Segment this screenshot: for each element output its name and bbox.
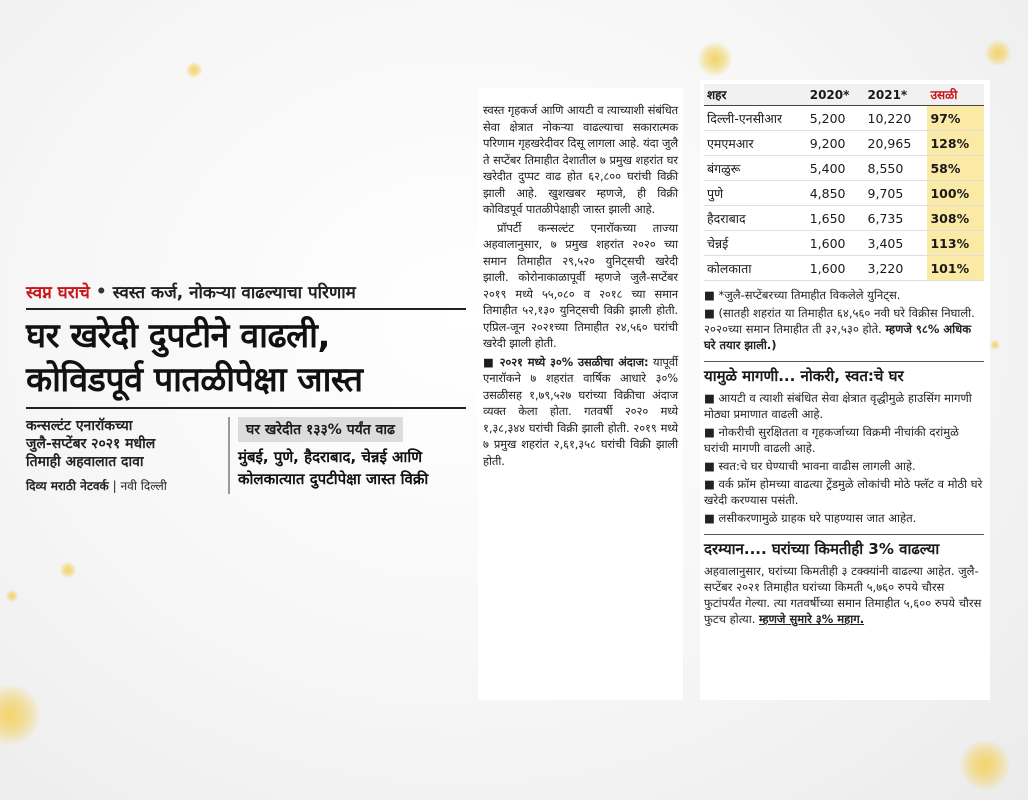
list-item: ■ लसीकरणामुळे ग्राहक घरे पाहण्यास जात आहेत.: [704, 511, 917, 525]
gold-sparkle: [186, 62, 202, 78]
byline: [26, 417, 230, 494]
table-cell-city: चेन्नई: [704, 231, 807, 256]
table-row: [704, 231, 984, 256]
gold-sparkle: [6, 590, 18, 602]
city-sales-table: [704, 84, 984, 281]
demand-bullets: [704, 390, 984, 526]
table-cell-2020: 9,200: [807, 131, 865, 156]
table-row: [704, 131, 984, 156]
table-cell-growth: 97%: [927, 106, 984, 131]
table-cell-2020: 4,850: [807, 181, 865, 206]
prices-text: अहवालानुसार, घरांच्या किमतीही ३ टक्क्यांनी वाढल्या आहेत. जुलै-सप्टेंबर २०२१ तिमाहीत घरांच्या किमती ५,७६० रुपये चौरस फुटांपर्यंत गेल्या. त्या गतवर्षीच्या समान तिमाहीत ५,६०० रुपये चौरस फुटच होत्या.: [704, 564, 982, 626]
table-cell-2020: 1,600: [807, 231, 865, 256]
table-cell-growth: 101%: [927, 256, 984, 281]
byline-line-3: तिमाही अहवालात दावा: [26, 454, 144, 470]
table-cell-growth: 58%: [927, 156, 984, 181]
table-cell-2020: 1,650: [807, 206, 865, 231]
divider: [26, 308, 466, 310]
table-cell-city: बंगळुरू: [704, 156, 807, 181]
table-cell-2021: 8,550: [865, 156, 928, 181]
table-cell-growth: 308%: [927, 206, 984, 231]
table-header-2021: 2021*: [865, 84, 928, 106]
subdeck-line-1: मुंबई, पुणे, हैदराबाद, चेन्नई आणि: [238, 448, 423, 466]
table-cell-2021: 9,705: [865, 181, 928, 206]
gold-sparkle: [985, 40, 1011, 66]
article-paragraph-3-text: यापूर्वी एनारॉकने ७ शहरांत वार्षिक आधारे ३०% उसळीसह १,७९,५२७ घरांच्या विक्रीचा अंदाज व्यक्त केला होता. गतवर्षी २०२० मध्ये १,३८,३४४ घरांची विक्री झाली होती. २०१९ मध्ये ७ प्रमुख शहरांत २,६१,३५८ घरांची विक्री झाली होती.: [483, 354, 678, 468]
table-row: [704, 106, 984, 131]
article-paragraph-3: [483, 354, 678, 470]
table-cell-city: पुणे: [704, 181, 807, 206]
kicker: [26, 280, 466, 303]
article-column: [478, 88, 683, 700]
kicker-text: स्वस्त कर्ज, नोकऱ्या वाढल्याचा परिणाम: [112, 283, 356, 303]
prices-heading: दरम्यान.... घरांच्या किमतीही 3% वाढल्या: [704, 534, 984, 559]
table-cell-growth: 113%: [927, 231, 984, 256]
table-cell-2021: 6,735: [865, 206, 928, 231]
table-cell-2020: 5,200: [807, 106, 865, 131]
source-line: [26, 477, 222, 494]
headline-line-1: घर खरेदी दुपटीने वाढली,: [26, 316, 330, 356]
list-item: ■ नोकरीची सुरक्षितता व गृहकर्जाच्या विक्रमी नीचांकी दरांमुळे घरांची मागणी वाढली आहे.: [704, 425, 959, 455]
sidebar-column: [700, 80, 990, 700]
list-item: ■ आयटी व त्याशी संबंधित सेवा क्षेत्रात वृद्धीमुळे हाउसिंग मागणी मोठ्या प्रमाणात वाढली आहे.: [704, 391, 972, 421]
table-cell-2020: 1,600: [807, 256, 865, 281]
article-paragraph-3-lead: ■ २०२१ मध्ये ३०% उसळीचा अंदाज:: [483, 354, 649, 369]
table-header-row: [704, 84, 984, 106]
table-note-1: ■ *जुलै-सप्टेंबरच्या तिमाहीत विकलेले युनिट्स.: [704, 288, 901, 302]
headline-line-2: कोविडपूर्व पातळीपेक्षा जास्त: [26, 360, 363, 400]
table-cell-city: दिल्ली-एनसीआर: [704, 106, 807, 131]
headline: [26, 314, 466, 402]
table-cell-city: कोलकाता: [704, 256, 807, 281]
table-cell-2021: 20,965: [865, 131, 928, 156]
table-notes: [704, 287, 984, 353]
table-cell-2021: 3,405: [865, 231, 928, 256]
divider: [26, 407, 466, 409]
table-cell-growth: 128%: [927, 131, 984, 156]
table-note-2: [704, 305, 984, 353]
table-cell-2021: 3,220: [865, 256, 928, 281]
kicker-separator: •: [95, 281, 107, 302]
dateline-place: नवी दिल्ली: [120, 479, 167, 493]
table-header-city: शहर: [704, 84, 807, 106]
kicker-label: स्वप्न घराचे: [26, 283, 90, 303]
list-item: ■ स्वत:चे घर घेण्याची भावना वाढीस लागली आहे.: [704, 459, 916, 473]
table-note-2-bold: म्हणजे ९८% अधिक घरे तयार झाली.): [704, 322, 972, 352]
table-row: [704, 156, 984, 181]
gold-sparkle: [60, 562, 76, 578]
source-name: दिव्य मराठी नेटवर्क: [26, 479, 109, 493]
table-note-2-text: ■ (सातही शहरांत या तिमाहीत ६४,५६० नवी घरे विक्रीस निघाली. २०२०च्या समान तिमाहीत ती ३२,५३० होते.: [704, 306, 975, 336]
article-paragraph-1: स्वस्त गृहकर्ज आणि आयटी व त्याच्याशी संबंधित सेवा क्षेत्रात नोकऱ्या वाढल्याचा सकारात्मक परिणाम गृहखरेदीवर दिसू लागला आहे. यंदा जुलै ते सप्टेंबर तिमाहीत देशातील ७ प्रमुख शहरांत घर खरेदीत दुप्पट वाढ होत ६२,८०० घरांची विक्री झाली आहे. खुशखबर म्हणजे, ही विक्री कोविडपूर्व पातळीपेक्षाही जास्त झाली आहे.: [483, 103, 678, 216]
table-row: [704, 256, 984, 281]
source-separator: |: [112, 479, 117, 493]
prices-text-bold: म्हणजे सुमारे ३% महाग.: [759, 612, 865, 626]
subdeck: [230, 417, 428, 494]
subdeck-badge: घर खरेदीत १३३% पर्यंत वाढ: [238, 417, 403, 442]
table-row: [704, 181, 984, 206]
article-paragraph-2: प्रॉपर्टी कन्सल्टंट एनारॉकच्या ताज्या अहवालानुसार, ७ प्रमुख शहरांत २०२० च्या समान तिमाहीत २९,५२० युनिट्सची खरेदी झाली. कोरोनाकाळापूर्वी म्हणजे जुलै-सप्टेंबर २०१९ मध्ये ५५,०८० व २०१८ च्या समान तिमाहीत ५२,१३० युनिट्सची विक्री झाली होती. एप्रिल-जून २०२१च्या तिमाहीत २४,५६० घरांची खरेदी झाली होती.: [483, 220, 678, 350]
table-cell-2021: 10,220: [865, 106, 928, 131]
prices-paragraph: [704, 563, 984, 627]
table-header-2020: 2020*: [807, 84, 865, 106]
table-row: [704, 206, 984, 231]
list-item: ■ वर्क फ्रॉम होमच्या वाढत्या ट्रेंडमुळे लोकांची मोठे फ्लॅट व मोठी घरे खरेदी करण्यास पसंती.: [704, 477, 983, 507]
gold-sparkle: [990, 340, 1000, 350]
table-cell-city: हैदराबाद: [704, 206, 807, 231]
demand-heading: यामुळे मागणी... नोकरी, स्वत:चे घर: [704, 361, 984, 386]
gold-sparkle: [698, 42, 732, 76]
byline-line-1: कन्सल्टंट एनारॉकच्या: [26, 418, 133, 434]
table-cell-city: एमएमआर: [704, 131, 807, 156]
headline-block: [26, 280, 466, 494]
subdeck-line-2: कोलकात्यात दुपटीपेक्षा जास्त विक्री: [238, 470, 429, 488]
table-cell-2020: 5,400: [807, 156, 865, 181]
gold-sparkle: [960, 740, 1010, 790]
byline-line-2: जुलै-सप्टेंबर २०२१ मधील: [26, 436, 156, 452]
table-cell-growth: 100%: [927, 181, 984, 206]
gold-sparkle: [0, 685, 40, 745]
table-header-growth: उसळी: [927, 84, 984, 106]
